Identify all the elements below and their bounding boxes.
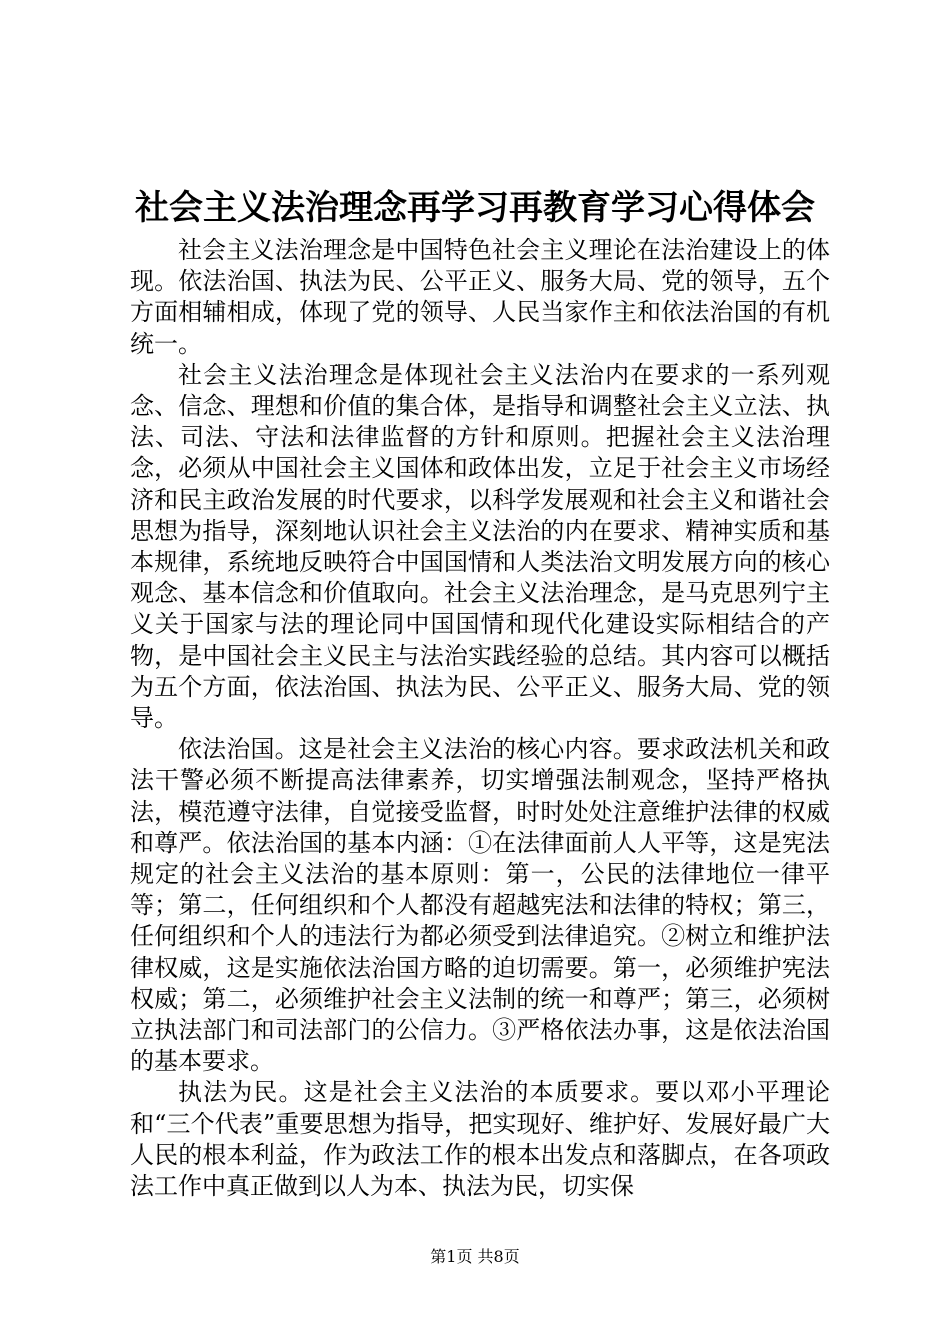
document-title: 社会主义法治理念再学习再教育学习心得体会 bbox=[135, 188, 815, 228]
paragraph-2: 社会主义法治理念是体现社会主义法治内在要求的一系列观念、信念、理想和价值的集合体，是指导和调整社会主义立法、执法、司法、守法和法律监督的方针和原则。把握社会主义法治理念，必须从中国社会主义国体和政体出发，立足于社会主义市场经济和民主政治发展的时代要求，以科学发展观和社会主义和谐社会思想为指导，深刻地认识社会主义法治的内在要求、精神实质和基本规律，系统地反映符合中国国情和人类法治文明发展方向的核心观念、基本信念和价值取向。社会主义法治理念，是马克思列宁主义关于国家与法的理论同中国国情和现代化建设实际相结合的产物，是中国社会主义民主与法治实践经验的总结。其内容可以概括为五个方面，依法治国、执法为民、公平正义、服务大局、党的领导。 bbox=[130, 360, 830, 733]
page-footer: 第1页 共8页 bbox=[430, 1247, 520, 1266]
paragraph-3: 依法治国。这是社会主义法治的核心内容。要求政法机关和政法干警必须不断提高法律素养，切实增强法制观念，坚持严格执法，模范遵守法律，自觉接受监督，时时处处注意维护法律的权威和尊严。依法治国的基本内涵：①在法律面前人人平等，这是宪法规定的社会主义法治的基本原则：第一，公民的法律地位一律平等；第二，任何组织和个人都没有超越宪法和法律的特权；第三，任何组织和个人的违法行为都必须受到法律追究。②树立和维护法律权威，这是实施依法治国方略的迫切需要。第一，必须维护宪法权威；第二，必须维护社会主义法制的统一和尊严；第三，必须树立执法部门和司法部门的公信力。③严格依法办事，这是依法治国的基本要求。 bbox=[130, 735, 830, 1076]
paragraph-1: 社会主义法治理念是中国特色社会主义理论在法治建设上的体现。依法治国、执法为民、公平正义、服务大局、党的领导，五个方面相辅相成，体现了党的领导、人民当家作主和依法治国的有机统一。 bbox=[130, 236, 830, 358]
paragraph-4: 执法为民。这是社会主义法治的本质要求。要以邓小平理论和“三个代表”重要思想为指导，把实现好、维护好、发展好最广大人民的根本利益，作为政法工作的根本出发点和落脚点，在各项政法工作中真正做到以人为本、执法为民，切实保 bbox=[130, 1078, 830, 1201]
document-body bbox=[130, 235, 830, 1202]
